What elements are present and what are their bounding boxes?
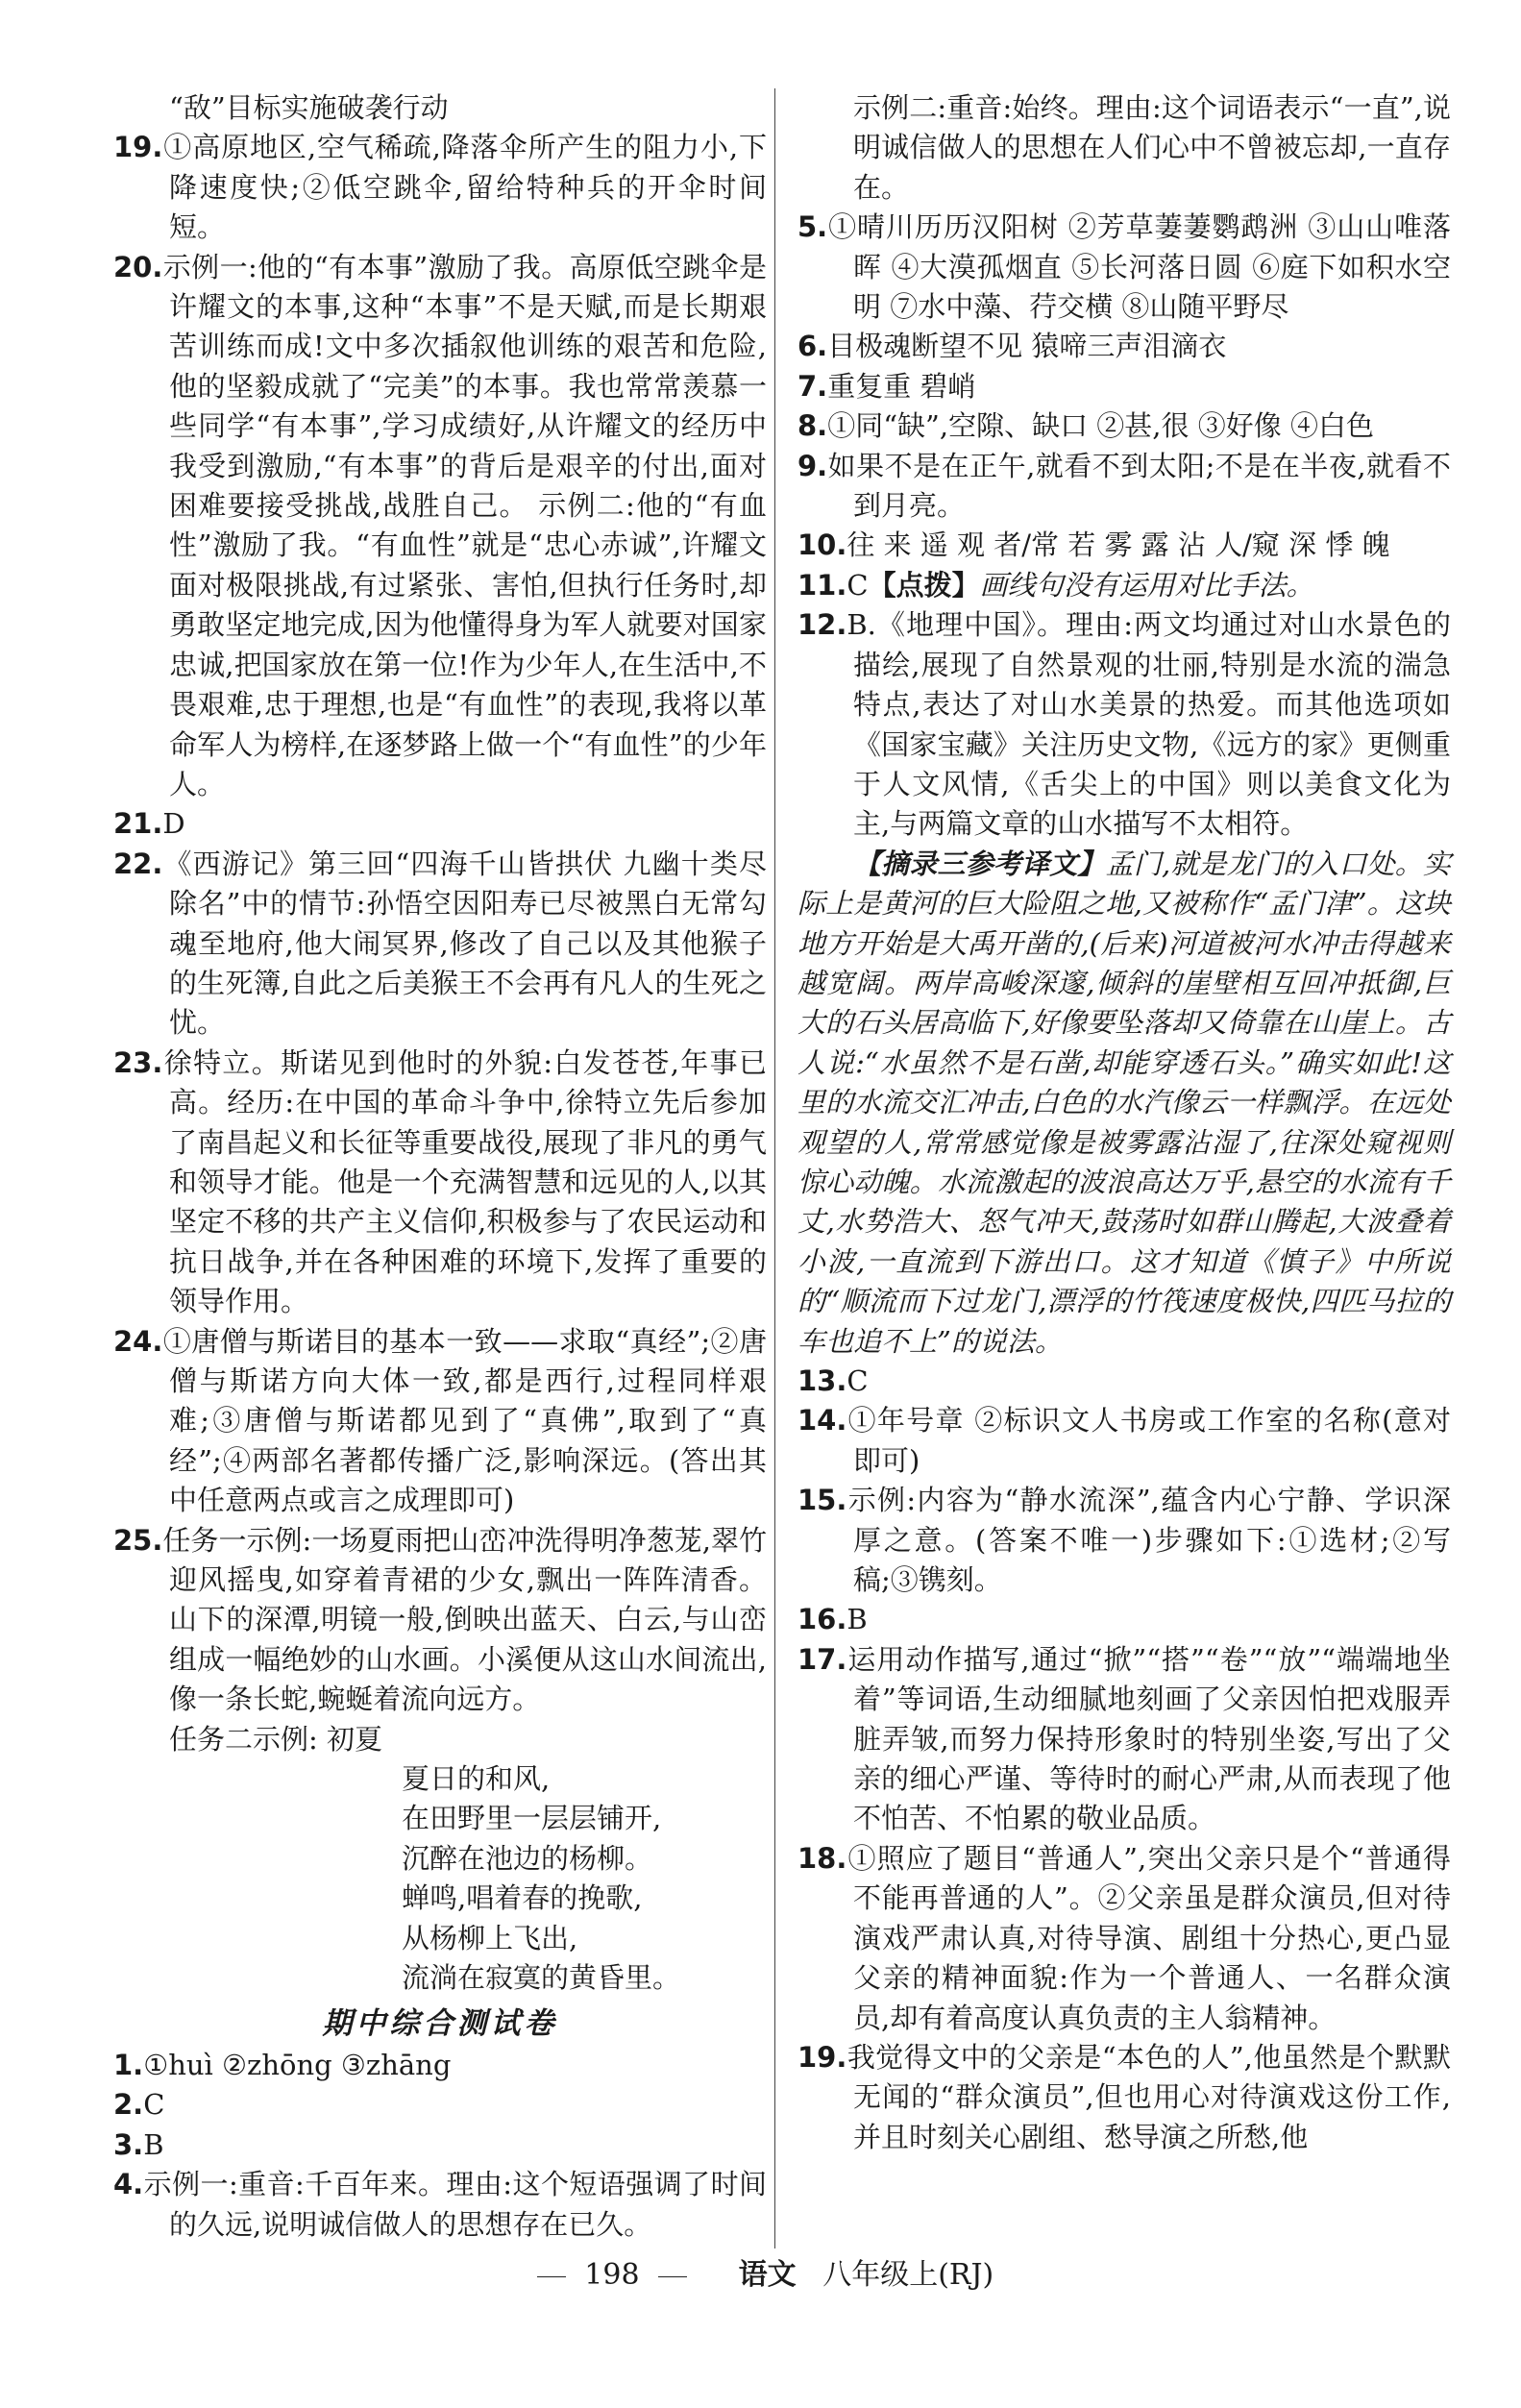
page-footer — [0, 2250, 1521, 2293]
answer-number: 17. — [797, 1642, 847, 1676]
answer-item — [797, 1839, 1451, 2038]
answer-text: 示例:内容为“静水流深”,蕴含内心宁静、学识深厚之意。(答案不唯一)步骤如下:①选材;②写稿;③镌刻。 — [846, 1484, 1451, 1597]
answer-item — [797, 605, 1451, 844]
answer-text: B — [846, 1603, 868, 1636]
poem-line: 蝉鸣,唱着春的挽歌, — [402, 1881, 643, 1915]
translation-heading: 【摘录三参考译文】 — [853, 847, 1106, 880]
left-column — [113, 88, 767, 2245]
answer-number: 20. — [113, 250, 163, 283]
answer-item — [113, 248, 767, 805]
answer-text: 运用动作描写,通过“掀”“搭”“卷”“放”“端端地坐着”等词语,生动细腻地刻画了父亲因怕把戏服弄脏弄皱,而努力保持形象时的特别坐姿,写出了父亲的细心严谨、等待时的耐心严肃,从而表现了他不怕苦、不怕累的敬业品质。 — [846, 1642, 1451, 1835]
answer-text: C — [846, 1364, 869, 1397]
answer-text: C — [143, 2088, 165, 2122]
answer-text: 重复重 碧峭 — [827, 369, 976, 403]
answer-text: D — [162, 807, 185, 841]
answer-continuation: “敌”目标实施破袭行动 — [169, 91, 449, 124]
answer-item — [113, 2046, 767, 2085]
answer-number: 22. — [113, 847, 163, 880]
answer-number: 12. — [797, 608, 847, 642]
answer-text: ①高原地区,空气稀疏,降落伞所产生的阻力小,下降速度快;②低空跳伞,留给特种兵的开伞时间短。 — [162, 131, 767, 244]
answer-text: 任务一示例:一场夏雨把山峦冲洗得明净葱茏,翠竹迎风摇曳,如穿着青裙的少女,飘出一阵阵清香。山下的深潭,明镜一般,倒映出蓝天、白云,与山峦组成一幅绝妙的山水画。小溪便从这山水间流出,像一条长蛇,蜿蜒着流向远方。 — [162, 1523, 767, 1716]
answer-item — [797, 406, 1451, 446]
answer-number: 18. — [797, 1841, 847, 1875]
answer-text: 徐特立。斯诺见到他时的外貌:白发苍苍,年事已高。经历:在中国的革命斗争中,徐特立先后参加了南昌起义和长征等重要战役,展现了非凡的勇气和领导才能。他是一个充满智慧和远见的人,以其坚定不移的共产主义信仰,积极参与了农民运动和抗日战争,并在各种困难的环境下,发挥了重要的领导作用。 — [162, 1045, 767, 1318]
poem-line: 在田野里一层层铺开, — [402, 1802, 662, 1835]
answer-text: ①照应了题目“普通人”,突出父亲只是个“普通得不能再普通的人”。②父亲虽是群众演员,但对待演戏严肃认真,对待导演、剧组十分热心,更凸显父亲的精神面貌:作为一个普通人、一名群众演员,却有着高度认真负责的主人翁精神。 — [846, 1841, 1451, 2034]
answer-number: 15. — [797, 1484, 847, 1517]
answer-item — [797, 566, 1451, 605]
answer-item — [797, 1640, 1451, 1839]
answer-text: C — [846, 568, 869, 602]
answer-number: 10. — [797, 528, 847, 562]
section-title: 期中综合测试卷 — [322, 2005, 558, 2041]
answer-number: 19. — [113, 131, 163, 164]
answer-item — [113, 128, 767, 247]
column-divider — [774, 88, 775, 2248]
poem-line: 夏日的和风, — [402, 1762, 551, 1796]
footer-subject: 语文 — [738, 2258, 797, 2292]
answer-item — [113, 845, 767, 1044]
answer-number: 25. — [113, 1523, 163, 1557]
answer-item — [797, 1362, 1451, 1401]
answer-text: 《西游记》第三回“四海千山皆拱伏 九幽十类尽除名”中的情节:孙悟空因阳寿已尽被黑白无常勾魂至地府,他大闹冥界,修改了自己以及其他猴子的生死簿,自此之后美猴王不会再有凡人的生死之忧。 — [162, 847, 767, 1040]
answer-text: 往 来 遥 观 者/常 若 雾 露 沾 人/窥 深 悸 魄 — [846, 528, 1390, 562]
translation-paragraph — [797, 845, 1451, 1362]
answer-item — [113, 1322, 767, 1521]
answer-number: 23. — [113, 1045, 163, 1079]
answer-number: 6. — [797, 330, 828, 363]
answer-item — [113, 1044, 767, 1322]
answer-text: 示例一:他的“有本事”激励了我。高原低空跳伞是许耀文的本事,这种“本事”不是天赋,而是长期艰苦训练而成!文中多次插叙他训练的艰苦和危险,他的坚毅成就了“完美”的本事。我也常常羡慕一些同学“有本事”,学习成绩好,从许耀文的经历中我受到激励,“有本事”的背后是艰辛的付出,面对困难要接受挑战,战胜自己。 示例二:他的“有血性”激励了我。“有血性”就是“忠心赤诚”,许耀文面对极限挑战,有过紧张、害怕,但执行任务时,却勇敢坚定地完成,因为他懂得身为军人就要对国家忠诚,把国家放在第一位!作为少年人,在生活中,不畏艰难,忠于理想,也是“有血性”的表现,我将以革命军人为榜样,在逐梦路上做一个“有血性”的少年人。 — [162, 250, 767, 800]
answer-text: 如果不是在正午,就看不到太阳;不是在半夜,就看不到月亮。 — [827, 449, 1451, 523]
answer-number: 2. — [113, 2088, 144, 2122]
footer-grade: 八年级上(RJ) — [822, 2258, 994, 2292]
answer-item — [797, 1401, 1451, 1481]
answer-item — [113, 2165, 767, 2245]
answer-item — [113, 1521, 767, 1720]
answer-number: 21. — [113, 807, 163, 841]
answer-text: B.《地理中国》。理由:两文均通过对山水景色的描绘,展现了自然景观的壮丽,特别是水流的湍急特点,表达了对山水美景的热爱。而其他选项如《国家宝藏》关注历史文物,《远方的家》更侧重于人文风情,《舌尖上的中国》则以美食文化为主,与两篇文章的山水描写不太相符。 — [846, 608, 1451, 841]
tip-text: 画线句没有运用对比手法。 — [979, 568, 1314, 602]
answer-number: 19. — [797, 2040, 847, 2074]
answer-number: 9. — [797, 449, 828, 482]
page-number: 198 — [584, 2258, 640, 2292]
answer-number: 5. — [797, 210, 828, 244]
right-column — [797, 88, 1451, 2157]
answer-number: 7. — [797, 369, 828, 403]
answer-number: 14. — [797, 1404, 847, 1437]
poem-line: 从杨柳上飞出, — [402, 1921, 578, 1954]
answer-number: 3. — [113, 2127, 144, 2161]
answer-item — [797, 2038, 1451, 2157]
answer-item — [113, 2085, 767, 2125]
answer-continuation: 任务二示例: 初夏 — [169, 1722, 382, 1756]
answer-continuation: 示例二:重音:始终。理由:这个词语表示“一直”,说明诚信做人的思想在人们心中不曾被忘却,一直存在。 — [853, 91, 1451, 204]
answer-item — [797, 327, 1451, 366]
answer-number: 16. — [797, 1603, 847, 1636]
answer-item — [797, 367, 1451, 406]
footer-dash-left — [537, 2276, 566, 2277]
answer-item — [113, 804, 767, 844]
answer-number: 4. — [113, 2168, 144, 2201]
tip-label: 【点拨】 — [868, 568, 980, 602]
answer-number: 8. — [797, 409, 828, 443]
answer-item — [797, 447, 1451, 527]
answer-number: 1. — [113, 2048, 144, 2081]
answer-item — [797, 526, 1451, 565]
answer-item — [797, 1481, 1451, 1600]
answer-text: 我觉得文中的父亲是“本色的人”,他虽然是个默默无闻的“群众演员”,但也用心对待演戏这份工作,并且时刻关心剧组、愁导演之所愁,他 — [846, 2040, 1451, 2153]
answer-number: 13. — [797, 1364, 847, 1397]
answer-text: ①同“缺”,空隙、缺口 ②甚,很 ③好像 ④白色 — [827, 409, 1374, 443]
poem-line: 沉醉在池边的杨柳。 — [402, 1841, 653, 1875]
answer-text: ①晴川历历汉阳树 ②芳草萋萋鹦鹉洲 ③山山唯落晖 ④大漠孤烟直 ⑤长河落日圆 ⑥庭下如积水空明 ⑦水中藻、荇交横 ⑧山随平野尽 — [827, 210, 1451, 324]
answer-number: 24. — [113, 1324, 163, 1358]
answer-item — [113, 2125, 767, 2165]
footer-dash-right — [658, 2276, 687, 2277]
answer-text: ①唐僧与斯诺目的基本一致——求取“真经”;②唐僧与斯诺方向大体一致,都是西行,过程同样艰难;③唐僧与斯诺都见到了“真佛”,取到了“真经”;④两部名著都传播广泛,影响深远。(答出其中任意两点或言之成理即可) — [162, 1324, 767, 1517]
answer-text: 示例一:重音:千百年来。理由:这个短语强调了时间的久远,说明诚信做人的思想存在已久。 — [143, 2168, 767, 2241]
translation-text: 孟门,就是龙门的入口处。实际上是黄河的巨大险阻之地,又被称作“孟门津”。这块地方开始是大禹开凿的,(后来)河道被河水冲击得越来越宽阔。两岸高峻深邃,倾斜的崖壁相互回冲抵御,巨大的石头居高临下,好像要坠落却又倚靠在山崖上。古人说:“水虽然不是石凿,却能穿透石头。”确实如此!这里的水流交汇冲击,白色的水汽像云一样飘浮。在远处观望的人,常常感觉像是被雾露沾湿了,往深处窥视则惊心动魄。水流激起的波浪高达万乎,悬空的水流有千丈,水势浩大、怒气冲天,鼓荡时如群山腾起,大波叠着小波,一直流到下游出口。这才知道《慎子》中所说的“顺流而下过龙门,漂浮的竹筏速度极快,四匹马拉的车也追不上”的说法。 — [797, 847, 1451, 1358]
answer-text: ①huì ②zhōng ③zhāng — [143, 2048, 452, 2081]
answer-text: ①年号章 ②标识文人书房或工作室的名称(意对即可) — [846, 1404, 1451, 1477]
answer-item — [797, 1600, 1451, 1639]
answer-text: 目极魂断望不见 猿啼三声泪滴衣 — [827, 330, 1227, 363]
answer-item — [797, 208, 1451, 327]
answer-number: 11. — [797, 568, 847, 602]
poem-line: 流淌在寂寞的黄昏里。 — [402, 1961, 681, 1995]
answer-text: B — [143, 2127, 164, 2161]
